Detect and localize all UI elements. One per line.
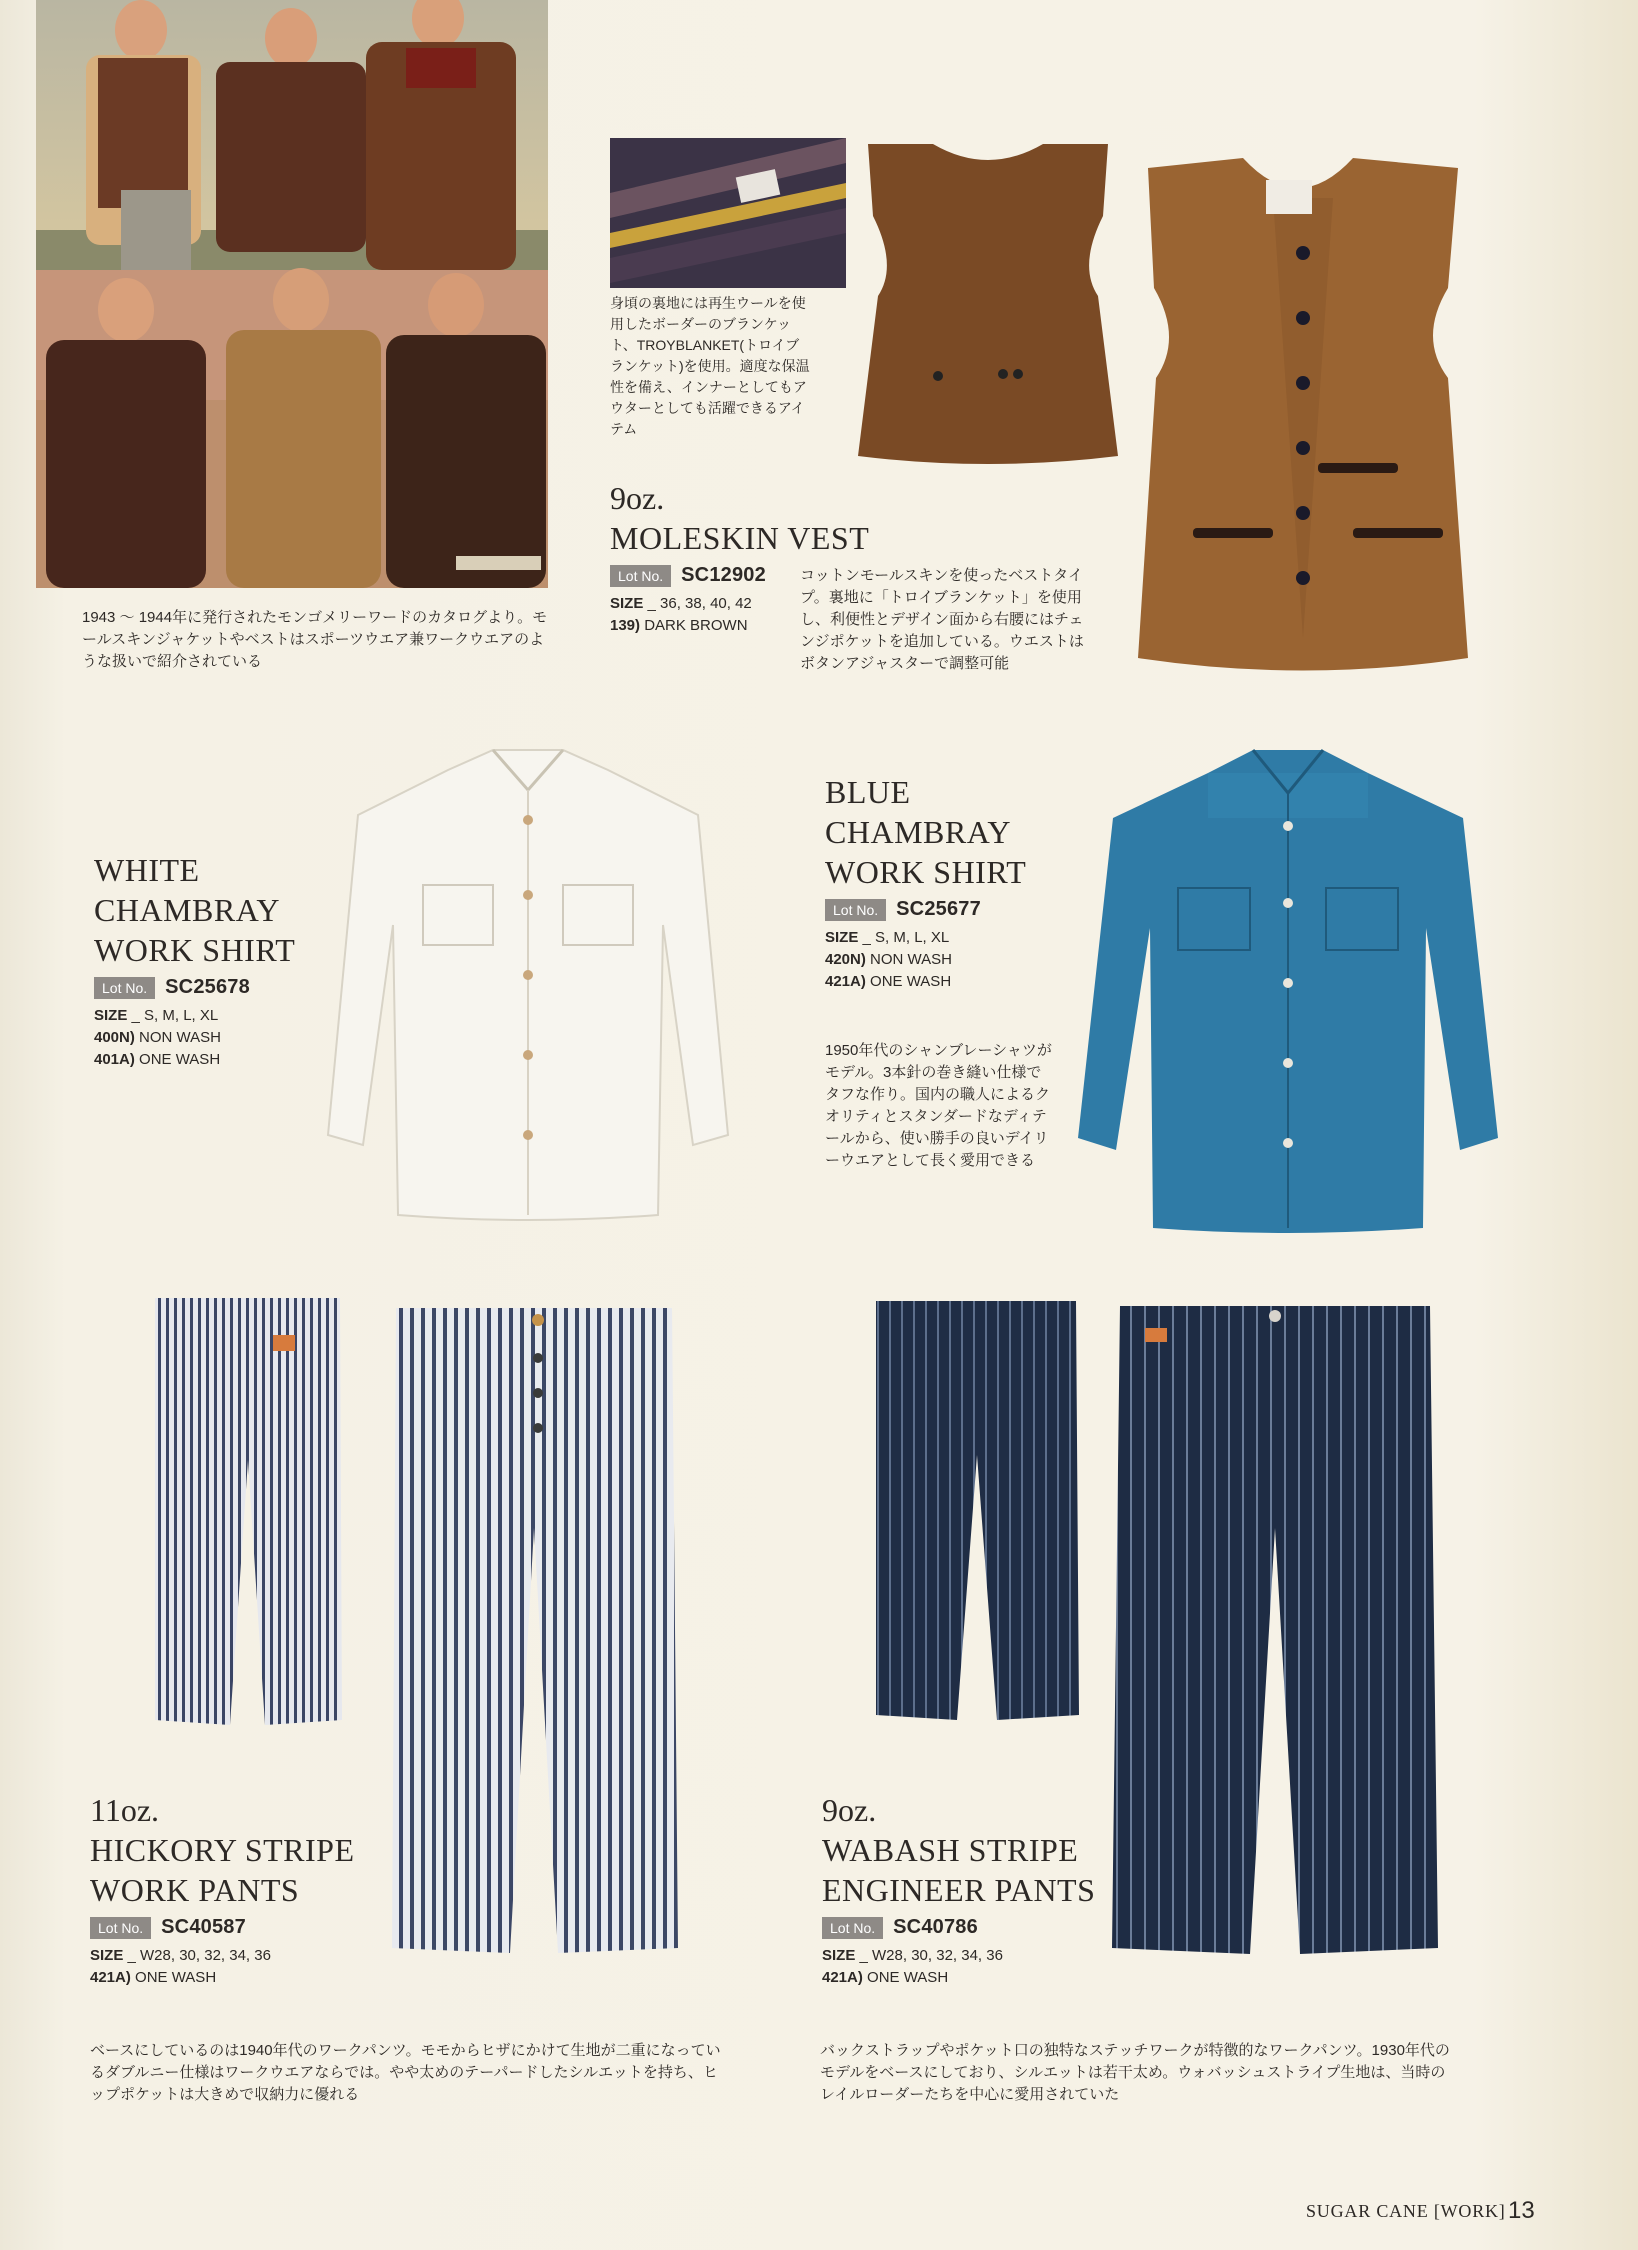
wabash-pants-info	[822, 1790, 1122, 1989]
lot-badge: Lot No.	[822, 1917, 883, 1939]
blue-shirt-wash-1: 420N) NON WASH	[825, 951, 952, 968]
white-shirt-lot	[94, 976, 354, 999]
wabash-pants-title-line-2: ENGINEER PANTS	[822, 1872, 1096, 1908]
white-shirt-title-line-2: CHAMBRAY	[94, 892, 280, 928]
vest-weight: 9oz.	[610, 480, 665, 516]
vest-size: SIZE _ 36, 38, 40, 42	[610, 595, 752, 612]
hickory-pants-title-line-1: HICKORY STRIPE	[90, 1832, 355, 1868]
hickory-pants-description: ベースにしているのは1940年代のワークパンツ。モモからヒザにかけて生地が二重になっているダブルニー仕様はワークウエアならでは。やや太めのテーパードしたシルエットを持ち、ヒップポケットは大きめで収納力に優れる	[90, 2042, 721, 2103]
vest-front-photo	[1088, 138, 1518, 683]
blue-shirt-lot	[825, 898, 1085, 921]
blue-shirt-photo	[1068, 738, 1508, 1238]
blanket-lining-swatch-photo	[610, 138, 846, 288]
wabash-pants-description: バックストラップやポケット口の独特なステッチワークが特徴的なワークパンツ。1930年代のモデルをベースにしており、シルエットは若干太め。ウォバッシュストライプ生地は、当時のレイルローダーたちを中心に愛用されていた	[820, 2042, 1450, 2103]
white-shirt-info	[94, 850, 354, 1071]
wabash-pants-lot	[822, 1916, 1122, 1939]
white-shirt-title-line-3: WORK SHIRT	[94, 932, 296, 968]
blue-shirt-description: 1950年代のシャンブレーシャツがモデル。3本針の巻き縫い仕様でタフな作り。国内の職人によるクオリティとスタンダードなディテールから、使い勝手の良いデイリーウエアとして長く愛用できる	[825, 1042, 1052, 1169]
hickory-pants-size: SIZE _ W28, 30, 32, 34, 36	[90, 1947, 271, 1964]
vest-lot-number: SC12902	[681, 564, 766, 586]
blue-shirt-title-line-3: WORK SHIRT	[825, 854, 1027, 890]
blue-shirt-title-line-2: CHAMBRAY	[825, 814, 1011, 850]
white-shirt-lot-number: SC25678	[165, 976, 250, 998]
wabash-pants-lot-number: SC40786	[893, 1916, 978, 1938]
white-shirt-wash-1: 400N) NON WASH	[94, 1029, 221, 1046]
wabash-pants-weight: 9oz.	[822, 1792, 877, 1828]
hickory-pants-lot	[90, 1916, 390, 1939]
lot-badge: Lot No.	[90, 1917, 151, 1939]
hickory-pants-back-photo	[150, 1290, 345, 1730]
vest-color: 139) DARK BROWN	[610, 617, 748, 634]
hickory-pants-weight: 11oz.	[90, 1792, 160, 1828]
page-number: 13	[1508, 2197, 1535, 2224]
blue-shirt-size: SIZE _ S, M, L, XL	[825, 929, 950, 946]
lot-badge: Lot No.	[825, 899, 886, 921]
wabash-pants-wash: 421A) ONE WASH	[822, 1969, 949, 1986]
lot-badge: Lot No.	[610, 565, 671, 587]
white-shirt-wash-2: 401A) ONE WASH	[94, 1051, 221, 1068]
hickory-pants-front-photo	[388, 1298, 680, 1960]
hickory-pants-lot-number: SC40587	[161, 1916, 246, 1938]
wabash-pants-back-photo	[872, 1295, 1082, 1725]
vest-lining-note: 身頃の裏地には再生ウールを使用したボーダーのブランケット、TROYBLANKET(トロイブランケット)を使用。適度な保温性を備え、インナーとしてもアウターとしても活躍できるアイテム	[610, 295, 810, 437]
white-shirt-title-line-1: WHITE	[94, 852, 200, 888]
catalog-photo-caption: 1943 〜 1944年に発行されたモンゴメリーワードのカタログより。モールスキンジャケットやベストはスポーツウエア兼ワークウエアのような扱いで紹介されている	[82, 609, 548, 670]
blue-shirt-info	[825, 772, 1085, 993]
wabash-pants-front-photo	[1110, 1298, 1440, 1960]
hickory-pants-wash: 421A) ONE WASH	[90, 1969, 217, 1986]
white-shirt-size: SIZE _ S, M, L, XL	[94, 1007, 219, 1024]
vest-title: MOLESKIN VEST	[610, 520, 870, 556]
footer-brand: SUGAR CANE [WORK]	[1306, 2201, 1506, 2221]
wabash-pants-title-line-1: WABASH STRIPE	[822, 1832, 1079, 1868]
vintage-catalog-photo	[36, 0, 548, 588]
lot-badge: Lot No.	[94, 977, 155, 999]
blue-shirt-title-line-1: BLUE	[825, 774, 911, 810]
hickory-pants-info	[90, 1790, 390, 1989]
blue-shirt-lot-number: SC25677	[896, 898, 981, 920]
vest-description: コットンモールスキンを使ったベストタイプ。裏地に「トロイブランケット」を使用し、利便性とデザイン面から右腰にはチェンジポケットを追加している。ウエストはボタンアジャスターで調整可能	[800, 567, 1084, 672]
blue-shirt-wash-2: 421A) ONE WASH	[825, 973, 952, 990]
white-shirt-photo	[318, 735, 738, 1225]
hickory-pants-title-line-2: WORK PANTS	[90, 1872, 300, 1908]
wabash-pants-size: SIZE _ W28, 30, 32, 34, 36	[822, 1947, 1003, 1964]
